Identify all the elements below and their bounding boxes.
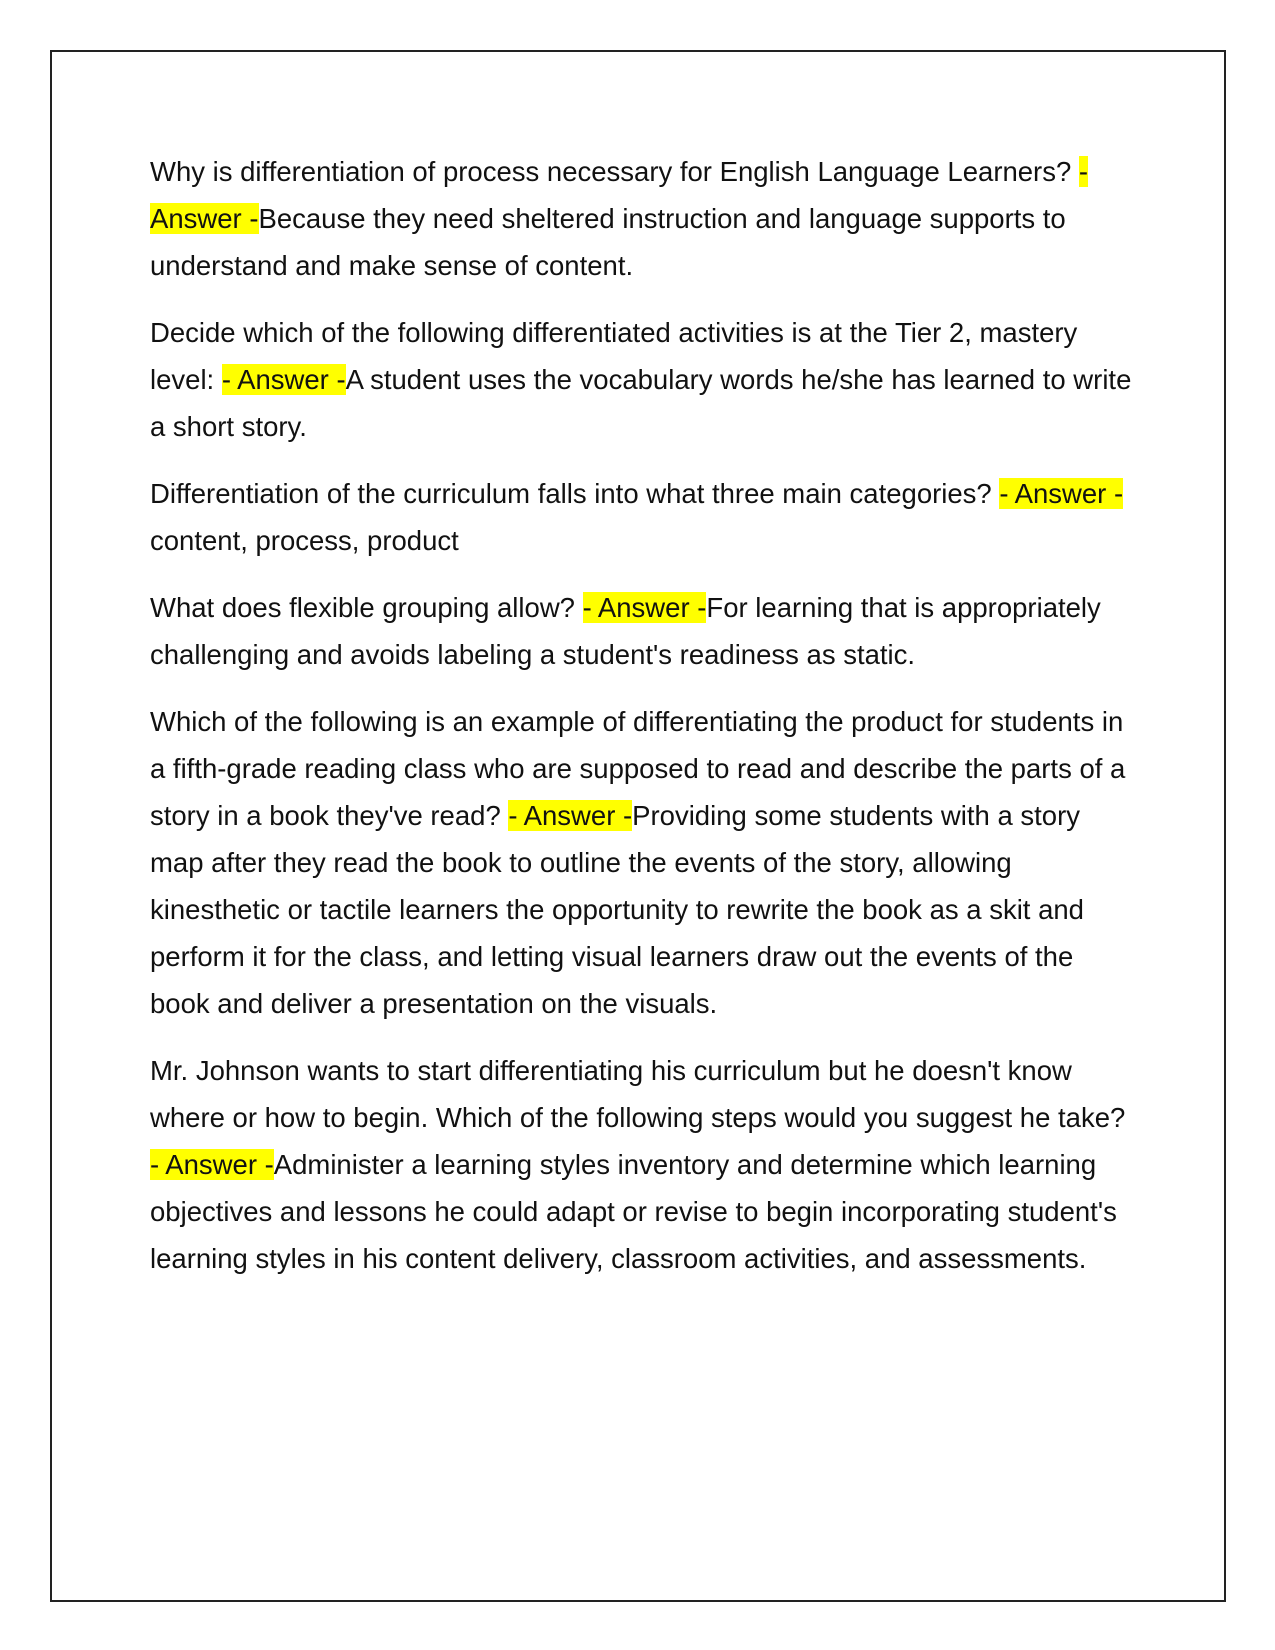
answer-marker: - Answer -: [150, 1149, 274, 1180]
question-text: What does flexible grouping allow?: [150, 592, 583, 623]
qa-item-5: [150, 698, 1140, 1027]
answer-text: A student uses the vocabulary words he/she has learned to write a short story.: [150, 364, 1132, 442]
question-text: Decide which of the following differentiated activities is at the Tier 2, mastery level:: [150, 317, 1078, 395]
question-text: Which of the following is an example of differentiating the product for students in a fifth-grade reading class who are supposed to read and describe the parts of a story in a book they've read?: [150, 706, 1126, 831]
answer-marker: - Answer -: [999, 478, 1124, 509]
answer-text: Because they need sheltered instruction and language supports to understand and make sense of content.: [150, 203, 1066, 281]
answer-marker: - Answer -: [150, 156, 1089, 234]
answer-marker: - Answer -: [582, 592, 707, 623]
qa-item-6: [150, 1047, 1140, 1282]
document-body: [150, 148, 1140, 1302]
answer-text: Administer a learning styles inventory and determine which learning objectives and lessons he could adapt or revise to begin incorporating student's learning styles in his content delivery, classroom activities, and assessments.: [150, 1149, 1117, 1274]
qa-item-3: [150, 470, 1140, 564]
question-text: Differentiation of the curriculum falls into what three main categories?: [150, 478, 1000, 509]
question-text: Why is differentiation of process necessary for English Language Learners?: [150, 156, 1079, 187]
qa-item-4: [150, 584, 1140, 678]
answer-marker: - Answer -: [221, 364, 346, 395]
answer-text: For learning that is appropriately challenging and avoids labeling a student's readiness as static.: [150, 592, 1101, 670]
qa-item-2: [150, 309, 1140, 450]
answer-marker: - Answer -: [508, 800, 633, 831]
question-text: Mr. Johnson wants to start differentiating his curriculum but he doesn't know where or how to begin. Which of the following steps would you suggest he take?: [150, 1055, 1126, 1133]
answer-text: Providing some students with a story map after they read the book to outline the events of the story, allowing kinesthetic or tactile learners the opportunity to rewrite the book as a skit and perform it for the class, and letting visual learners draw out the events of the book and deliver a presentation on the visuals.: [150, 800, 1084, 1019]
qa-item-1: [150, 148, 1140, 289]
answer-text: content, process, product: [150, 525, 459, 556]
